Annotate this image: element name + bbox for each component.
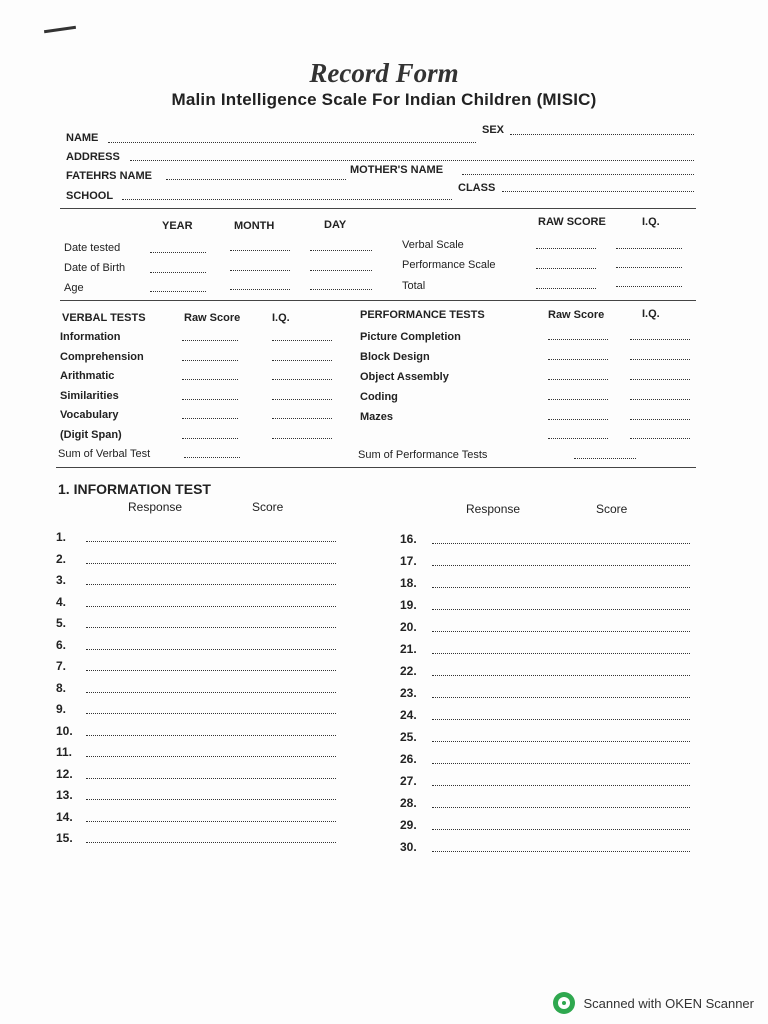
dob-year[interactable] [150,272,206,273]
performance-iq-header: I.Q. [642,308,660,320]
performance-raw-score-header: Raw Score [548,309,605,321]
item-number: 6. [56,637,67,652]
performance-raw-line[interactable] [548,359,608,360]
item-number: 14. [56,809,73,824]
verbal-raw-line[interactable] [536,248,596,249]
address-line[interactable] [130,160,694,161]
response-line[interactable] [432,565,690,566]
item-number: 8. [56,680,67,695]
response-line[interactable] [86,735,336,736]
item-number: 1. [56,530,67,544]
item-number: 19. [400,598,417,612]
verbal-test-name: Comprehension [60,350,144,363]
pen-mark [44,26,76,33]
item-number: 22. [400,664,417,678]
performance-test-name: Coding [360,391,398,403]
name-label: NAME [66,132,99,144]
school-label: SCHOOL [66,190,114,202]
verbal-test-name: Vocabulary [60,409,119,421]
age-month[interactable] [230,289,290,290]
sex-label: SEX [482,124,505,136]
item-number: 27. [400,774,417,788]
oken-scanner-logo-icon [553,992,575,1014]
performance-iq-line[interactable] [630,339,690,340]
total-iq-line[interactable] [616,286,682,287]
left-score-header: Score [252,500,284,514]
response-line[interactable] [432,631,690,632]
performance-iq-line[interactable] [630,379,690,380]
item-number: 16. [400,532,417,546]
father-name-label: FATEHRS NAME [66,170,152,182]
dob-month[interactable] [230,270,290,271]
item-number: 13. [56,788,73,802]
verbal-raw-line[interactable] [182,360,238,361]
verbal-test-name: Arithmatic [60,370,115,382]
age-year[interactable] [150,291,206,292]
information-test-heading: 1. INFORMATION TEST [58,481,211,497]
verbal-raw-line[interactable] [182,418,238,419]
performance-iq-line[interactable] [616,267,682,268]
item-number: 20. [400,620,417,634]
verbal-test-name: Similarities [60,389,119,402]
verbal-iq-line[interactable] [272,379,332,380]
item-number: 9. [56,702,67,716]
response-line[interactable] [86,821,336,822]
verbal-iq-header: I.Q. [272,312,290,324]
response-line[interactable] [432,829,690,830]
item-number: 26. [400,752,417,766]
verbal-iq-line[interactable] [616,248,682,249]
response-line[interactable] [86,627,336,628]
divider-1 [60,208,696,209]
verbal-iq-line[interactable] [272,438,332,439]
response-line[interactable] [86,692,336,693]
response-line[interactable] [86,842,336,843]
year-header: YEAR [162,220,193,232]
response-line[interactable] [86,541,336,542]
mother-name-label: MOTHER'S NAME [350,164,444,176]
item-number: 25. [400,730,417,744]
response-line[interactable] [86,778,336,779]
verbal-iq-line[interactable] [272,418,332,419]
item-number: 15. [56,831,73,845]
item-number: 2. [56,551,67,566]
item-number: 4. [56,594,67,609]
item-number: 23. [400,686,417,700]
item-number: 24. [400,708,417,722]
item-number: 21. [400,642,417,656]
scanner-text: Scanned with OKEN Scanner [583,995,754,1011]
item-number: 12. [56,766,73,781]
response-line[interactable] [432,653,690,654]
item-number: 10. [56,723,73,738]
response-line[interactable] [432,697,690,698]
performance-raw-line[interactable] [548,399,608,400]
response-line[interactable] [86,670,336,671]
verbal-raw-line[interactable] [182,438,238,439]
total-label: Total [402,280,426,292]
response-line[interactable] [86,799,336,800]
day-header: DAY [324,219,347,231]
response-line[interactable] [432,851,690,852]
iq-header: I.Q. [642,216,660,228]
response-line[interactable] [86,563,336,564]
raw-score-header: RAW SCORE [538,216,606,228]
performance-test-name: Mazes [360,411,394,423]
performance-scale-label: Performance Scale [402,259,496,271]
date-tested-day[interactable] [310,250,372,251]
class-line[interactable] [502,191,694,192]
school-line[interactable] [122,199,452,200]
item-number: 29. [400,818,417,832]
performance-raw-line[interactable] [536,268,596,269]
month-header: MONTH [234,220,275,232]
divider-2 [60,300,696,301]
verbal-raw-line[interactable] [182,340,238,341]
response-line[interactable] [432,807,690,808]
item-number: 5. [56,616,67,630]
date-tested-year[interactable] [150,252,206,253]
left-response-header: Response [128,500,183,514]
performance-iq-line[interactable] [630,419,690,420]
mother-name-line[interactable] [462,174,694,175]
verbal-test-name: (Digit Span) [60,428,122,441]
item-number: 18. [400,576,417,590]
date-of-birth-label: Date of Birth [64,262,126,274]
name-line[interactable] [108,142,476,143]
verbal-test-name: Information [60,331,121,343]
form-title: Record Form [309,58,459,88]
verbal-iq-line[interactable] [272,340,332,341]
item-number: 17. [400,554,417,568]
performance-iq-line[interactable] [630,359,690,360]
age-label: Age [64,282,84,294]
response-line[interactable] [432,675,690,676]
item-number: 7. [56,659,67,673]
response-line[interactable] [86,713,336,714]
dob-day[interactable] [310,270,372,271]
performance-test-name: Object Assembly [360,371,449,383]
right-response-header: Response [466,502,521,516]
response-line[interactable] [432,785,690,786]
performance-test-name: Block Design [360,351,430,363]
age-day[interactable] [310,289,372,290]
scanner-footer [553,992,754,1014]
item-number: 30. [400,840,417,854]
form-subtitle: Malin Intelligence Scale For Indian Children (MISIC) [171,90,597,109]
response-line[interactable] [432,543,690,544]
verbal-raw-line[interactable] [182,399,238,400]
performance-raw-line[interactable] [548,339,608,340]
response-line[interactable] [86,649,336,650]
response-line[interactable] [432,587,690,588]
verbal-iq-line[interactable] [272,360,332,361]
address-label: ADDRESS [66,151,120,163]
verbal-raw-line[interactable] [182,379,238,380]
item-number: 28. [400,796,417,810]
item-number: 11. [56,745,73,759]
sum-verbal-label: Sum of Verbal Test [58,448,151,460]
right-score-header: Score [596,502,628,516]
response-line[interactable] [432,719,690,720]
sum-performance-line[interactable] [574,458,636,459]
father-name-line[interactable] [166,179,346,180]
performance-raw-line[interactable] [548,419,608,420]
total-raw-line[interactable] [536,288,596,289]
performance-iq-line[interactable] [630,399,690,400]
response-line[interactable] [86,606,336,607]
date-tested-label: Date tested [64,242,121,254]
verbal-iq-line[interactable] [272,399,332,400]
response-line[interactable] [86,756,336,757]
verbal-tests-header: VERBAL TESTS [62,312,146,324]
response-line[interactable] [432,609,690,610]
sum-performance-label: Sum of Performance Tests [358,449,488,461]
sex-line[interactable] [510,134,694,135]
item-number: 3. [56,573,67,587]
date-tested-month[interactable] [230,250,290,251]
response-line[interactable] [432,741,690,742]
performance-raw-line[interactable] [548,379,608,380]
performance-raw-line[interactable] [548,438,608,439]
performance-iq-line[interactable] [630,438,690,439]
class-label: CLASS [458,182,496,194]
divider-3 [56,467,696,468]
sum-verbal-line[interactable] [184,457,240,458]
verbal-raw-score-header: Raw Score [184,312,241,324]
verbal-scale-label: Verbal Scale [402,239,464,251]
performance-test-name: Picture Completion [360,331,461,343]
performance-tests-header: PERFORMANCE TESTS [360,309,485,321]
response-line[interactable] [432,763,690,764]
response-line[interactable] [86,584,336,585]
